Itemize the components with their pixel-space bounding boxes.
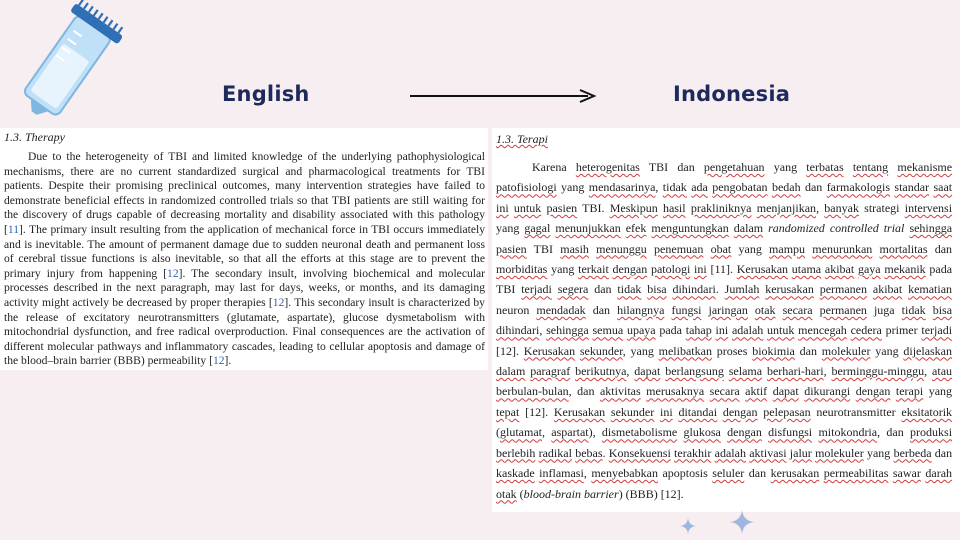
spellcheck-flagged-word: terapi [895,384,924,399]
text-run: ]. [224,354,232,368]
spellcheck-flagged-word: mekanisme [897,160,953,174]
spellcheck-flagged-word: dismetabolisme [601,425,678,440]
syringe-icon [0,0,140,130]
spellcheck-flagged-word: aktivitas [599,384,641,399]
text-run: pada [655,323,686,338]
text-run: juga [866,302,902,317]
text-run: dan [585,302,618,317]
spellcheck-flagged-word: menurunkan [812,241,873,256]
spellcheck-flagged-word: kerusakan [770,466,820,481]
spellcheck-flagged-word: produksi [910,425,953,440]
spellcheck-flagged-word: gaya [857,262,881,277]
spellcheck-flagged-word: seluler [712,466,745,481]
text-run: ( [496,425,500,440]
text-run: apoptosis [657,466,713,481]
spellcheck-flagged-word: upaya [626,323,656,338]
text-run [701,303,708,317]
text-run: yang [923,384,953,399]
spellcheck-flagged-word: ditandai [678,404,718,419]
spellcheck-flagged-word: ini [715,323,729,338]
spellcheck-flagged-word: eksitatorik [901,404,953,419]
text-run: [12]. [519,404,554,419]
indonesian-section-title: 1.3. Terapi [496,132,548,146]
spellcheck-flagged-word: dihindari [496,323,540,338]
text-run: yang [556,180,589,195]
text-run: , dan [877,425,911,440]
spellcheck-flagged-word: kerusakan [765,282,814,297]
text-run: strategi [858,200,905,215]
text-run [888,160,897,174]
spellcheck-flagged-word: ada [691,180,708,195]
spellcheck-flagged-word: atau [932,364,953,379]
text-run: . [602,445,609,460]
text-run: dan [794,343,822,358]
text-run [647,242,654,256]
spellcheck-flagged-word: dengan [722,404,758,419]
text-run: ]. This secondary insult is characterized by the release of excitatory neurotransmitters (glutamate, aspartate), glucose dysmetabolism with mitochondrial dysfunction, and free radical overproduction. Final consequences are the activation of different molecular pathways and inflammatory cascades, leading to cellular apoptosis and damage of the blood–brain barrier (BBB) permeability [ [4,295,485,368]
spellcheck-flagged-word: utama [791,262,822,277]
text-run: , dan [568,384,600,399]
spellcheck-flagged-word: heterogenitas [575,160,640,174]
spellcheck-flagged-word: pengetahuan [703,160,765,174]
text-run: dan [927,241,953,256]
spellcheck-flagged-word: dijelaskan [903,343,953,358]
indonesian-text-panel [492,128,960,512]
spellcheck-flagged-word: akibat [824,262,855,277]
text-run [844,160,853,174]
spellcheck-flagged-word: mitokondria [818,425,878,440]
spellcheck-flagged-word: molekuler [815,445,864,460]
spellcheck-flagged-word: farmakologis [826,180,891,195]
english-section-title: 1.3. Therapy [4,130,65,144]
source-language-heading: English [222,82,310,106]
arrow-right-icon [410,88,600,104]
text-run: yang [496,221,525,236]
spellcheck-flagged-word: mencegah [798,323,847,338]
spellcheck-flagged-word: bisa [647,282,667,297]
spellcheck-flagged-word: masih [560,241,589,256]
spellcheck-flagged-word: patologi [650,262,691,277]
spellcheck-flagged-word: terjadi [521,282,552,297]
spellcheck-flagged-word: dengan [612,262,648,277]
text-run: dan [800,180,827,195]
sparkle-icon [730,510,754,534]
spellcheck-flagged-word: paragraf [530,364,571,379]
text-run: , [823,364,832,379]
text-run: yang [731,241,770,256]
spellcheck-flagged-word: darah [925,466,953,481]
text-run: . [715,282,725,297]
text-run: Due to the heterogeneity of TBI and limited knowledge of the underlying pathophysiological mechanisms, there are no current standardized surgical and pharmacological treatments for TBI patients. Despite their promising preclinical outcomes, many intervention strategies have failed to demonstrate beneficial effects in randomized controlled trials so that TBI patients are still waiting for the discovery of drugs capable of decreasing mortality and disability associated with this pathology [ [4,150,485,236]
text-run: , [655,180,663,195]
text-run: ( [516,486,524,501]
spellcheck-flagged-word: ini [694,262,707,277]
spellcheck-flagged-word: tentang [852,160,889,174]
text-run: [12]. [496,343,524,358]
spellcheck-flagged-word: terbatas [806,160,844,174]
spellcheck-flagged-word: berminggu-minggu [831,364,925,379]
text-run [926,303,933,317]
spellcheck-flagged-word: pelepasan [763,404,811,419]
spellcheck-flagged-word: terjadi [921,323,953,338]
spellcheck-flagged-word: untuk [513,200,542,215]
text-run [748,303,755,317]
spellcheck-flagged-word: jaringan [708,302,748,317]
spellcheck-flagged-word: adalah [731,323,764,338]
spellcheck-flagged-word: otak [754,302,776,317]
text-run: , [583,466,592,481]
text-run: , [924,364,933,379]
spellcheck-flagged-word: mendasarinya [588,180,656,195]
spellcheck-flagged-word: aspartat [551,425,589,440]
spellcheck-flagged-word: dikurangi [804,384,851,399]
spellcheck-flagged-word: Kerusakan [523,343,576,358]
text-run [703,242,710,256]
spellcheck-flagged-word: secara [709,384,740,399]
text-run: proses [711,343,753,358]
spellcheck-flagged-word: tidak [617,282,642,297]
text-run [813,303,820,317]
spellcheck-flagged-word: jalur [789,445,812,460]
spellcheck-flagged-word: akibat [872,282,903,297]
spellcheck-flagged-word: kematian [908,282,953,297]
spellcheck-flagged-word: dapat [634,364,661,379]
spellcheck-flagged-word: radikal [538,445,572,460]
spellcheck-flagged-word: merusaknya [646,384,705,399]
italic-term: blood-brain barrier [523,486,619,501]
spellcheck-flagged-word: otak [496,486,517,501]
spellcheck-flagged-word: pasien [496,241,527,256]
text-run: dan [744,466,771,481]
spellcheck-flagged-word: untuk [767,323,795,338]
spellcheck-flagged-word: dengan [727,425,762,440]
spellcheck-flagged-word: berbeda [893,445,932,460]
reference-link[interactable]: 12 [167,266,179,280]
reference-link[interactable]: 11 [7,222,20,236]
spellcheck-flagged-word: penemuan [654,241,704,256]
spellcheck-flagged-word: bisa [932,302,953,317]
spellcheck-flagged-word: dalam [496,364,526,379]
text-run: dan [931,445,953,460]
spellcheck-flagged-word: banyak [824,200,859,215]
spellcheck-flagged-word: cedera [850,323,882,338]
english-text-panel [0,128,488,370]
spellcheck-flagged-word: pasien [546,200,578,215]
spellcheck-flagged-word: berbulan-bulan [496,384,569,399]
spellcheck-flagged-word: gagal [524,221,551,236]
spellcheck-flagged-word: tepat [496,404,520,419]
spellcheck-flagged-word: hilangnya [617,302,665,317]
text-run: pada TBI [496,262,953,297]
spellcheck-flagged-word: disfungsi [768,425,813,440]
spellcheck-flagged-word: prakliniknya [690,200,752,215]
text-run: , [816,200,825,215]
spellcheck-flagged-word: semua [592,323,624,338]
text-run: TBI. [577,200,610,215]
spellcheck-flagged-word: menjanjikan [756,200,817,215]
spellcheck-flagged-word: menguntungkan [651,221,729,236]
text-run: dan [588,282,618,297]
spellcheck-flagged-word: Konsekuensi [608,445,671,460]
text-run: , [626,364,635,379]
english-paragraph [4,150,485,369]
spellcheck-flagged-word: menyebabkan [591,466,658,481]
spellcheck-flagged-word: glukosa [683,425,721,440]
spellcheck-flagged-word: menunjukkan [555,221,621,236]
spellcheck-flagged-word: fungsi [671,302,702,317]
spellcheck-flagged-word: glutamat [500,425,542,440]
text-run [776,303,783,317]
spellcheck-flagged-word: secara [782,302,813,317]
spellcheck-flagged-word: biokimia [752,343,795,358]
spellcheck-flagged-word: molekuler [821,343,871,358]
spellcheck-flagged-word: tahap [685,323,712,338]
spellcheck-flagged-word: Jumlah [724,282,760,297]
spellcheck-flagged-word: dengan [855,384,891,399]
text-run: TBI dan [639,160,704,174]
spellcheck-flagged-word: berlangsung [665,364,724,379]
spellcheck-flagged-word: aktivasi [749,445,787,460]
spellcheck-flagged-word: segera [557,282,589,297]
spellcheck-flagged-word: dapat [772,384,799,399]
spellcheck-flagged-word: inflamasi [539,466,584,481]
spellcheck-flagged-word: permanen [819,302,867,317]
text-run: neurotransmitter [810,404,902,419]
text-run: neuron [496,302,537,317]
text-run: yang [863,445,894,460]
spellcheck-flagged-word: tidak [662,180,687,195]
indonesian-paragraph [496,157,952,504]
reference-link[interactable]: 12 [212,354,225,368]
text-run: yang [870,343,904,358]
spellcheck-flagged-word: berhari-hari [766,364,824,379]
text-run: ) (BBB) [12]. [618,486,684,501]
spellcheck-flagged-word: saat [933,180,953,195]
spellcheck-flagged-word: patofisiologi [496,180,557,195]
target-language-heading: Indonesia [673,82,791,106]
spellcheck-flagged-word: bedah [771,180,801,195]
text-run [872,242,879,256]
spellcheck-flagged-word: mampu [769,241,806,256]
spellcheck-flagged-word: standar [894,180,930,195]
spellcheck-flagged-word: berikutnya [575,364,627,379]
spellcheck-flagged-word: permanen [819,282,868,297]
spellcheck-flagged-word: ini [660,404,673,419]
text-run: ]. The secondary insult, involving biochemical and molecular processes described in the next paragraph, may last for days, weeks, or months, and its damaging activity might actively be decreased by proper therapies [ [4,266,485,309]
spellcheck-flagged-word: pengobatan [712,180,768,195]
spellcheck-flagged-word: sekunder [610,404,655,419]
spellcheck-flagged-word: intervensi [904,200,953,215]
spellcheck-flagged-word: adalah [714,445,746,460]
spellcheck-flagged-word: sawar [892,466,921,481]
spellcheck-flagged-word: menunggu [596,241,647,256]
text-run: TBI [526,241,561,256]
spellcheck-flagged-word: ini [496,200,509,215]
spellcheck-flagged-word: sekunder [579,343,623,358]
spellcheck-flagged-word: obat [710,241,732,256]
italic-term: randomized controlled trial [768,221,905,236]
spellcheck-flagged-word: permeabilitas [823,466,889,481]
spellcheck-flagged-word: bebas [575,445,603,460]
spellcheck-flagged-word: mendadak [536,302,586,317]
spellcheck-flagged-word: Kerusakan [553,404,606,419]
spellcheck-flagged-word: selama [728,364,763,379]
spellcheck-flagged-word: tidak [901,302,926,317]
spellcheck-flagged-word: terakhir [674,445,712,460]
spellcheck-flagged-word: hasil [662,200,686,215]
spellcheck-flagged-word: kaskade [496,466,535,481]
reference-link[interactable]: 12 [272,295,285,309]
spellcheck-flagged-word: sehingga [909,221,953,236]
spellcheck-flagged-word: morbiditas [496,262,548,277]
spellcheck-flagged-word: mortalitas [879,241,928,256]
text-run: yang [547,262,579,277]
spellcheck-flagged-word: sehingga [546,323,589,338]
text-run: ), [588,425,602,440]
text-run: [11]. [706,262,737,277]
spellcheck-flagged-word: Meskipun [609,200,658,215]
text-run: ]. The primary insult resulting from the application of mechanical force in TBI occurs immediately and is inevitable. The amount of permanent damage due to sudden neuronal death and permanent loss of cerebral tissue functions is also inevitable, so that all the efforts at this stage are to prevent the primary injury from happening [ [4,222,485,280]
text-run: , [542,425,552,440]
spellcheck-flagged-word: berlebih [496,445,536,460]
text-run: yang [764,160,807,174]
spellcheck-flagged-word: Kerusakan [736,262,789,277]
spellcheck-flagged-word: melibatkan [658,343,712,358]
text-run: Karena [532,160,576,174]
spellcheck-flagged-word: dalam [733,221,764,236]
spellcheck-flagged-word: dihindari [672,282,716,297]
spellcheck-flagged-word: efek [625,221,647,236]
text-run: , [539,323,547,338]
text-run: primer [881,323,922,338]
spellcheck-flagged-word: aktif [745,384,768,399]
spellcheck-flagged-word: terkait [578,262,609,277]
text-run: , yang [622,343,659,358]
sparkle-icon [680,518,696,534]
spellcheck-flagged-word: mekanik [884,262,926,277]
